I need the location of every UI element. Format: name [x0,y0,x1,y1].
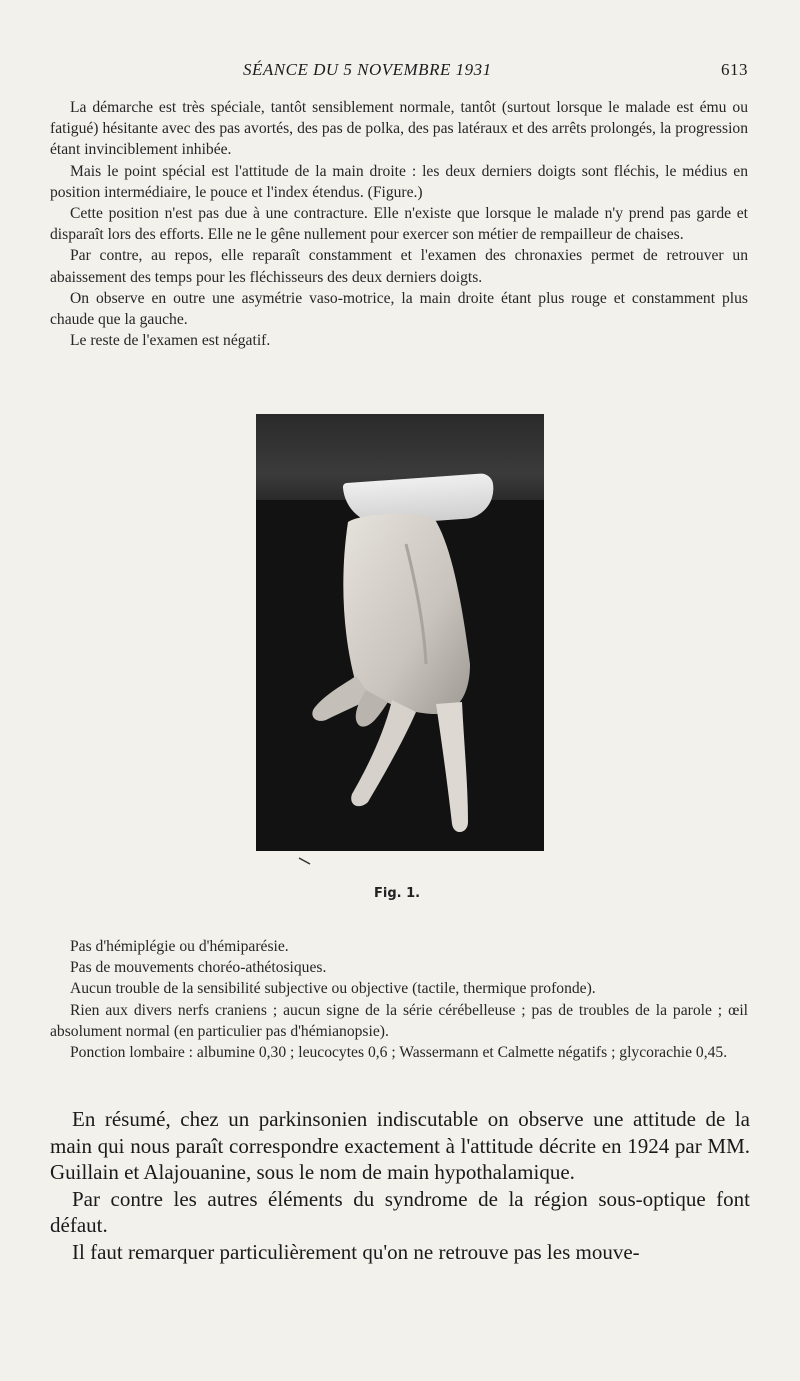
figure-corner-mark [298,856,312,866]
paragraph: Rien aux divers nerfs craniens ; aucun signe de la série cérébelleuse ; pas de troubles de la parole ; œil absolument normal (en particulier pas d'hémianopsie). [50,1001,748,1040]
paragraph: Cette position n'est pas due à une contracture. Elle n'existe que lorsque le malade n'y prend pas garde et disparaît lors des efforts. Elle ne le gêne nullement pour exercer son métier de rempailleur de chaises. [50,205,748,244]
paragraph: On observe en outre une asymétrie vaso-motrice, la main droite étant plus rouge et constamment plus chaude que la gauche. [50,289,748,329]
top-text-block [50,97,748,351]
paragraph: Par contre les autres éléments du syndrome de la région sous-optique font défaut. [50,1186,750,1237]
paragraph: Par contre, au repos, elle reparaît constamment et l'examen des chronaxies permet de retrouver un abaissement des temps pour les fléchisseurs des deux derniers doigts. [50,247,748,286]
paragraph: Aucun trouble de la sensibilité subjective ou objective (tactile, thermique profonde). [70,980,596,998]
paragraph: Ponction lombaire : albumine 0,30 ; leucocytes 0,6 ; Wassermann et Calmette négatifs ; glycorachie 0,45. [70,1044,728,1062]
summary-block [50,1106,750,1265]
clinical-findings-block [50,936,748,1063]
paragraph: Le reste de l'examen est négatif. [70,332,271,350]
paragraph: Pas de mouvements choréo-athétosiques. [70,959,327,977]
running-title: SÉANCE DU 5 NOVEMBRE 1931 [243,60,492,79]
paragraph: La démarche est très spéciale, tantôt sensiblement normale, tantôt (surtout lorsque le malade est ému ou fatigué) hésitante avec des pas avortés, des pas de polka, des pas latéraux et des arrêts prolongés, la progression étant invinciblement inhibée. [50,99,748,159]
paragraph: Il faut remarquer particulièrement qu'on ne retrouve pas les mouve- [72,1239,640,1264]
paragraph: En résumé, chez un parkinsonien indiscutable on observe une attitude de la main qui nous paraît correspondre exactement à l'attitude décrite en 1924 par MM. Guillain et Alajouanine, sous le nom de main hypothalamique. [50,1107,750,1184]
paragraph: Mais le point spécial est l'attitude de la main droite : les deux derniers doigts sont fléchis, le médius en position intermédiaire, le pouce et l'index étendus. (Figure.) [50,162,748,201]
running-header [48,60,748,82]
page-number: 613 [721,60,748,79]
paragraph: Pas d'hémiplégie ou d'hémiparésie. [70,938,289,955]
figure-caption: Fig. 1. [374,886,421,901]
hand-photograph [256,414,544,851]
hand-illustration [256,414,544,851]
